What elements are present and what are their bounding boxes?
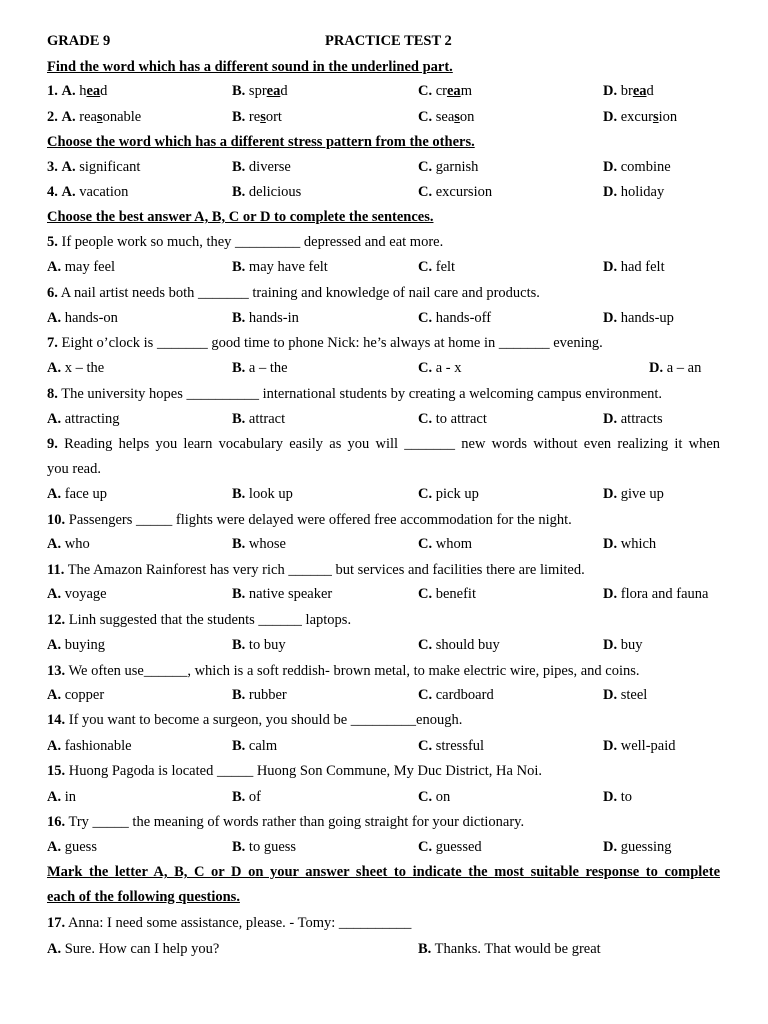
q9-option-b: B. look up [232,486,293,502]
q6-option-b: B. hands-in [232,310,299,326]
q9-option-c: C. pick up [418,486,479,502]
q16-stem: 16. Try _____ the meaning of words rather than going straight for your dictionary. [47,814,525,830]
q7-option-c: C. a - x [418,360,462,376]
q12-option-b: B. to buy [232,637,286,653]
q13-stem: 13. We often use______, which is a soft reddish- brown metal, to make electric wire, pipes, and coins. [47,663,640,679]
section4-instruction-line1: Mark the letter A, B, C or D on your answer sheet to indicate the most suitable response to complete [47,864,720,880]
q12-option-a: A. buying [47,637,106,653]
q1-option-b: B. spread [232,83,288,99]
q11-option-a: A. voyage [47,586,107,602]
q9-option-a: A. face up [47,486,107,502]
q15-option-b: B. of [232,789,262,805]
q6-stem: 6. A nail artist needs both _______ training and knowledge of nail care and products. [47,285,540,301]
q10-option-a: A. who [47,536,90,552]
section3-instruction: Choose the best answer A, B, C or D to complete the sentences. [47,209,434,225]
q6-option-c: C. hands-off [418,310,492,326]
section2-instruction: Choose the word which has a different stress pattern from the others. [47,134,475,150]
section4-instruction-line2: each of the following questions. [47,889,240,905]
q15-option-a: A. in [47,789,77,805]
q13-option-a: A. copper [47,687,105,703]
q9-option-d: D. give up [603,486,664,502]
q4-option-d: D. holiday [603,184,665,200]
q16-option-a: A. guess [47,839,97,855]
q6-option-d: D. hands-up [603,310,674,326]
q10-stem: 10. Passengers _____ flights were delayed were offered free accommodation for the night. [47,512,572,528]
q13-option-d: D. steel [603,687,648,703]
q9-stem: 9. Reading helps you learn vocabulary easily as you will _______ new words without even realizing it when [47,436,720,452]
q16-option-d: D. guessing [603,839,672,855]
q7-stem: 7. Eight o’clock is _______ good time to phone Nick: he’s always at home in _______ evening. [47,335,603,351]
q5-option-c: C. felt [418,259,456,275]
q5-option-a: A. may feel [47,259,116,275]
q14-stem: 14. If you want to become a surgeon, you should be _________enough. [47,712,463,728]
q14-option-d: D. well-paid [603,738,676,754]
q4-option-c: C. excursion [418,184,493,200]
q4-option-a: 4. A. vacation [47,184,129,200]
q6-option-a: A. hands-on [47,310,118,326]
q8-stem: 8. The university hopes __________ international students by creating a welcoming campus environment. [47,386,663,402]
q3-option-c: C. garnish [418,159,479,175]
q13-option-b: B. rubber [232,687,287,703]
q7-option-d: D. a – an [649,360,702,376]
q3-num: 3. [47,159,58,175]
q15-option-d: D. to [603,789,633,805]
q2-option-c: C. season [418,109,475,125]
q8-option-d: D. attracts [603,411,663,427]
test-title: PRACTICE TEST 2 [325,33,452,49]
q4-option-b: B. delicious [232,184,302,200]
q16-option-b: B. to guess [232,839,297,855]
q5-stem: 5. If people work so much, they _________ depressed and eat more. [47,234,444,250]
q1-option-a: 1. A. head [47,83,108,99]
q16-option-c: C. guessed [418,839,482,855]
q1-option-d: D. bread [603,83,654,99]
q3-option-a: 3. A. significant [47,159,141,175]
q10-option-b: B. whose [232,536,286,552]
section1-instruction: Find the word which has a different sound in the underlined part. [47,59,453,75]
q10-option-d: D. which [603,536,657,552]
q5-option-b: B. may have felt [232,259,328,275]
q12-option-d: D. buy [603,637,643,653]
q2-option-d: D. excursion [603,109,678,125]
q11-option-d: D. flora and fauna [603,586,709,602]
q11-stem: 11. The Amazon Rainforest has very rich ______ but services and facilities there are limited. [47,562,585,578]
q7-option-a: A. x – the [47,360,105,376]
q4-num: 4. [47,184,58,200]
q14-option-b: B. calm [232,738,278,754]
q2-option-a: 2. A. reasonable [47,109,142,125]
q17-option-b: B. Thanks. That would be great [418,941,601,957]
q3-option-d: D. combine [603,159,671,175]
q3-option-b: B. diverse [232,159,291,175]
q2-num: 2. [47,109,58,125]
q15-option-c: C. on [418,789,451,805]
q1-option-c: C. cream [418,83,472,99]
q10-option-c: C. whom [418,536,472,552]
q17-option-a: A. Sure. How can I help you? [47,941,220,957]
q14-option-a: A. fashionable [47,738,132,754]
q11-option-b: B. native speaker [232,586,333,602]
q12-stem: 12. Linh suggested that the students ______ laptops. [47,612,352,628]
grade-label: GRADE 9 [47,33,111,49]
q11-option-c: C. benefit [418,586,476,602]
q7-option-b: B. a – the [232,360,288,376]
q2-option-b: B. resort [232,109,282,125]
q15-stem: 15. Huong Pagoda is located _____ Huong Son Commune, My Duc District, Ha Noi. [47,763,542,779]
q12-option-c: C. should buy [418,637,500,653]
q17-stem: 17. Anna: I need some assistance, please. - Tomy: __________ [47,915,412,931]
q1-num: 1. [47,83,58,99]
q8-option-a: A. attracting [47,411,120,427]
q8-option-b: B. attract [232,411,286,427]
q9-stem-continued: you read. [47,461,101,477]
q14-option-c: C. stressful [418,738,485,754]
q13-option-c: C. cardboard [418,687,494,703]
q8-option-c: C. to attract [418,411,487,427]
q5-option-d: D. had felt [603,259,665,275]
